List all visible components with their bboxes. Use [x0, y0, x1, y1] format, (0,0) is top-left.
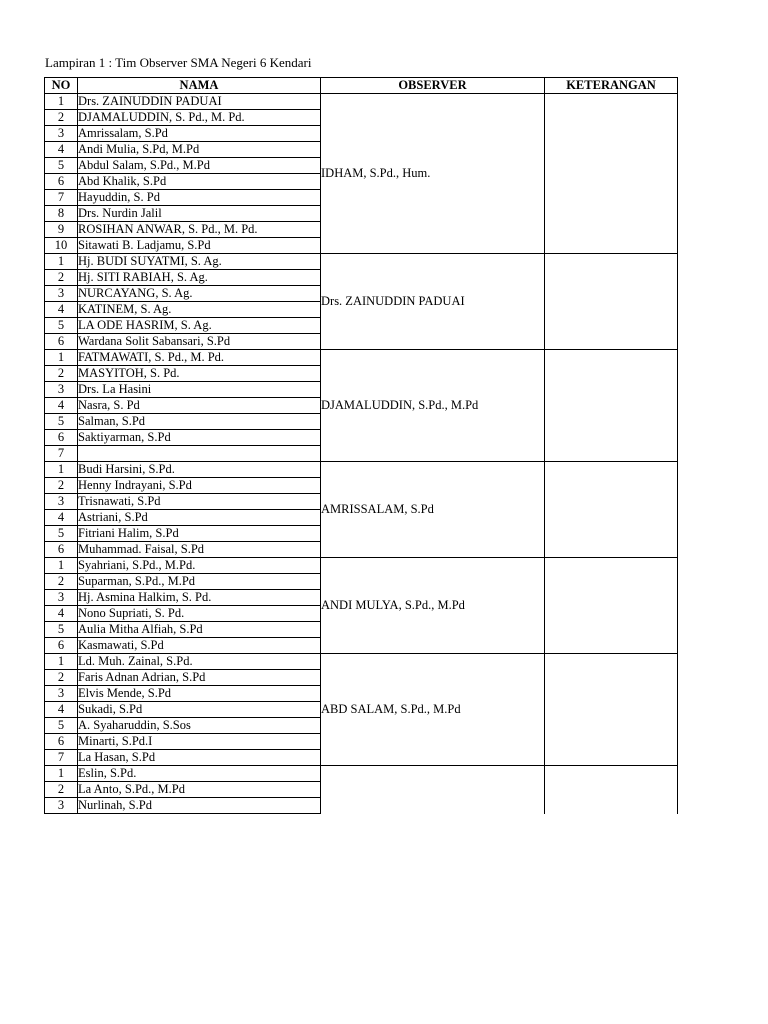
row-number: 2	[45, 270, 78, 286]
member-name: Sukadi, S.Pd	[78, 702, 321, 718]
member-name: Elvis Mende, S.Pd	[78, 686, 321, 702]
member-name: Andi Mulia, S.Pd, M.Pd	[78, 142, 321, 158]
row-number: 3	[45, 286, 78, 302]
observer-group	[45, 254, 678, 350]
member-name: Hayuddin, S. Pd	[78, 190, 321, 206]
table-row	[45, 654, 678, 670]
member-name: Nurlinah, S.Pd	[78, 798, 321, 814]
row-number: 3	[45, 686, 78, 702]
header-no: NO	[45, 78, 78, 94]
member-name: Abdul Salam, S.Pd., M.Pd	[78, 158, 321, 174]
row-number: 4	[45, 142, 78, 158]
row-number: 6	[45, 542, 78, 558]
observer-name: DJAMALUDDIN, S.Pd., M.Pd	[321, 350, 545, 462]
row-number: 1	[45, 350, 78, 366]
member-name: Wardana Solit Sabansari, S.Pd	[78, 334, 321, 350]
row-number: 6	[45, 430, 78, 446]
row-number: 1	[45, 462, 78, 478]
member-name: Budi Harsini, S.Pd.	[78, 462, 321, 478]
row-number: 2	[45, 670, 78, 686]
row-number: 1	[45, 254, 78, 270]
member-name: Eslin, S.Pd.	[78, 766, 321, 782]
page-title: Lampiran 1 : Tim Observer SMA Negeri 6 Kendari	[45, 55, 312, 70]
member-name: NURCAYANG, S. Ag.	[78, 286, 321, 302]
keterangan-cell	[545, 462, 678, 558]
row-number: 1	[45, 94, 78, 110]
row-number: 4	[45, 702, 78, 718]
row-number: 5	[45, 526, 78, 542]
observer-name: ANDI MULYA, S.Pd., M.Pd	[321, 558, 545, 654]
table-header	[45, 78, 678, 94]
row-number: 2	[45, 574, 78, 590]
member-name: Hj. BUDI SUYATMI, S. Ag.	[78, 254, 321, 270]
row-number: 5	[45, 718, 78, 734]
row-number: 3	[45, 126, 78, 142]
observer-name: AMRISSALAM, S.Pd	[321, 462, 545, 558]
keterangan-cell	[545, 94, 678, 254]
observer-group	[45, 94, 678, 254]
member-name: Nasra, S. Pd	[78, 398, 321, 414]
member-name: Drs. Nurdin Jalil	[78, 206, 321, 222]
row-number: 3	[45, 382, 78, 398]
row-number: 4	[45, 302, 78, 318]
header-row	[45, 78, 678, 94]
row-number: 7	[45, 190, 78, 206]
member-name: Suparman, S.Pd., M.Pd	[78, 574, 321, 590]
observer-name: Drs. ZAINUDDIN PADUAI	[321, 254, 545, 350]
member-name: Abd Khalik, S.Pd	[78, 174, 321, 190]
member-name: Trisnawati, S.Pd	[78, 494, 321, 510]
row-number: 4	[45, 606, 78, 622]
member-name: Ld. Muh. Zainal, S.Pd.	[78, 654, 321, 670]
observer-name	[321, 766, 545, 814]
keterangan-cell	[545, 254, 678, 350]
member-name: Syahriani, S.Pd., M.Pd.	[78, 558, 321, 574]
member-name: Kasmawati, S.Pd	[78, 638, 321, 654]
observer-group	[45, 350, 678, 462]
member-name: KATINEM, S. Ag.	[78, 302, 321, 318]
member-name: Minarti, S.Pd.I	[78, 734, 321, 750]
observer-name: IDHAM, S.Pd., Hum.	[321, 94, 545, 254]
member-name: Drs. La Hasini	[78, 382, 321, 398]
row-number: 10	[45, 238, 78, 254]
member-name: Henny Indrayani, S.Pd	[78, 478, 321, 494]
row-number: 3	[45, 494, 78, 510]
member-name: Hj. Asmina Halkim, S. Pd.	[78, 590, 321, 606]
observer-table	[44, 77, 678, 814]
keterangan-cell	[545, 350, 678, 462]
member-name: MASYITOH, S. Pd.	[78, 366, 321, 382]
row-number: 6	[45, 174, 78, 190]
member-name: LA ODE HASRIM, S. Ag.	[78, 318, 321, 334]
row-number: 2	[45, 110, 78, 126]
row-number: 5	[45, 158, 78, 174]
row-number: 2	[45, 478, 78, 494]
member-name: Faris Adnan Adrian, S.Pd	[78, 670, 321, 686]
row-number: 1	[45, 766, 78, 782]
member-name	[78, 446, 321, 462]
row-number: 6	[45, 734, 78, 750]
table-row	[45, 350, 678, 366]
header-nama: NAMA	[78, 78, 321, 94]
member-name: Salman, S.Pd	[78, 414, 321, 430]
row-number: 6	[45, 638, 78, 654]
member-name: La Anto, S.Pd., M.Pd	[78, 782, 321, 798]
member-name: Nono Supriati, S. Pd.	[78, 606, 321, 622]
member-name: Saktiyarman, S.Pd	[78, 430, 321, 446]
observer-group	[45, 766, 678, 814]
member-name: Fitriani Halim, S.Pd	[78, 526, 321, 542]
member-name: A. Syaharuddin, S.Sos	[78, 718, 321, 734]
header-keterangan: KETERANGAN	[545, 78, 678, 94]
member-name: Astriani, S.Pd	[78, 510, 321, 526]
row-number: 2	[45, 782, 78, 798]
row-number: 8	[45, 206, 78, 222]
table-row	[45, 766, 678, 782]
row-number: 4	[45, 510, 78, 526]
row-number: 3	[45, 798, 78, 814]
table-row	[45, 558, 678, 574]
member-name: La Hasan, S.Pd	[78, 750, 321, 766]
member-name: Hj. SITI RABIAH, S. Ag.	[78, 270, 321, 286]
member-name: Sitawati B. Ladjamu, S.Pd	[78, 238, 321, 254]
table-row	[45, 254, 678, 270]
row-number: 2	[45, 366, 78, 382]
header-observer: OBSERVER	[321, 78, 545, 94]
member-name: Drs. ZAINUDDIN PADUAI	[78, 94, 321, 110]
row-number: 4	[45, 398, 78, 414]
observer-group	[45, 558, 678, 654]
row-number: 6	[45, 334, 78, 350]
table-row	[45, 462, 678, 478]
row-number: 3	[45, 590, 78, 606]
observer-group	[45, 462, 678, 558]
row-number: 9	[45, 222, 78, 238]
member-name: DJAMALUDDIN, S. Pd., M. Pd.	[78, 110, 321, 126]
member-name: Aulia Mitha Alfiah, S.Pd	[78, 622, 321, 638]
member-name: Muhammad. Faisal, S.Pd	[78, 542, 321, 558]
keterangan-cell	[545, 654, 678, 766]
observer-name: ABD SALAM, S.Pd., M.Pd	[321, 654, 545, 766]
member-name: ROSIHAN ANWAR, S. Pd., M. Pd.	[78, 222, 321, 238]
row-number: 1	[45, 558, 78, 574]
row-number: 7	[45, 446, 78, 462]
keterangan-cell	[545, 766, 678, 814]
row-number: 5	[45, 318, 78, 334]
row-number: 7	[45, 750, 78, 766]
member-name: FATMAWATI, S. Pd., M. Pd.	[78, 350, 321, 366]
row-number: 5	[45, 622, 78, 638]
row-number: 1	[45, 654, 78, 670]
keterangan-cell	[545, 558, 678, 654]
observer-group	[45, 654, 678, 766]
row-number: 5	[45, 414, 78, 430]
table-row	[45, 94, 678, 110]
member-name: Amrissalam, S.Pd	[78, 126, 321, 142]
